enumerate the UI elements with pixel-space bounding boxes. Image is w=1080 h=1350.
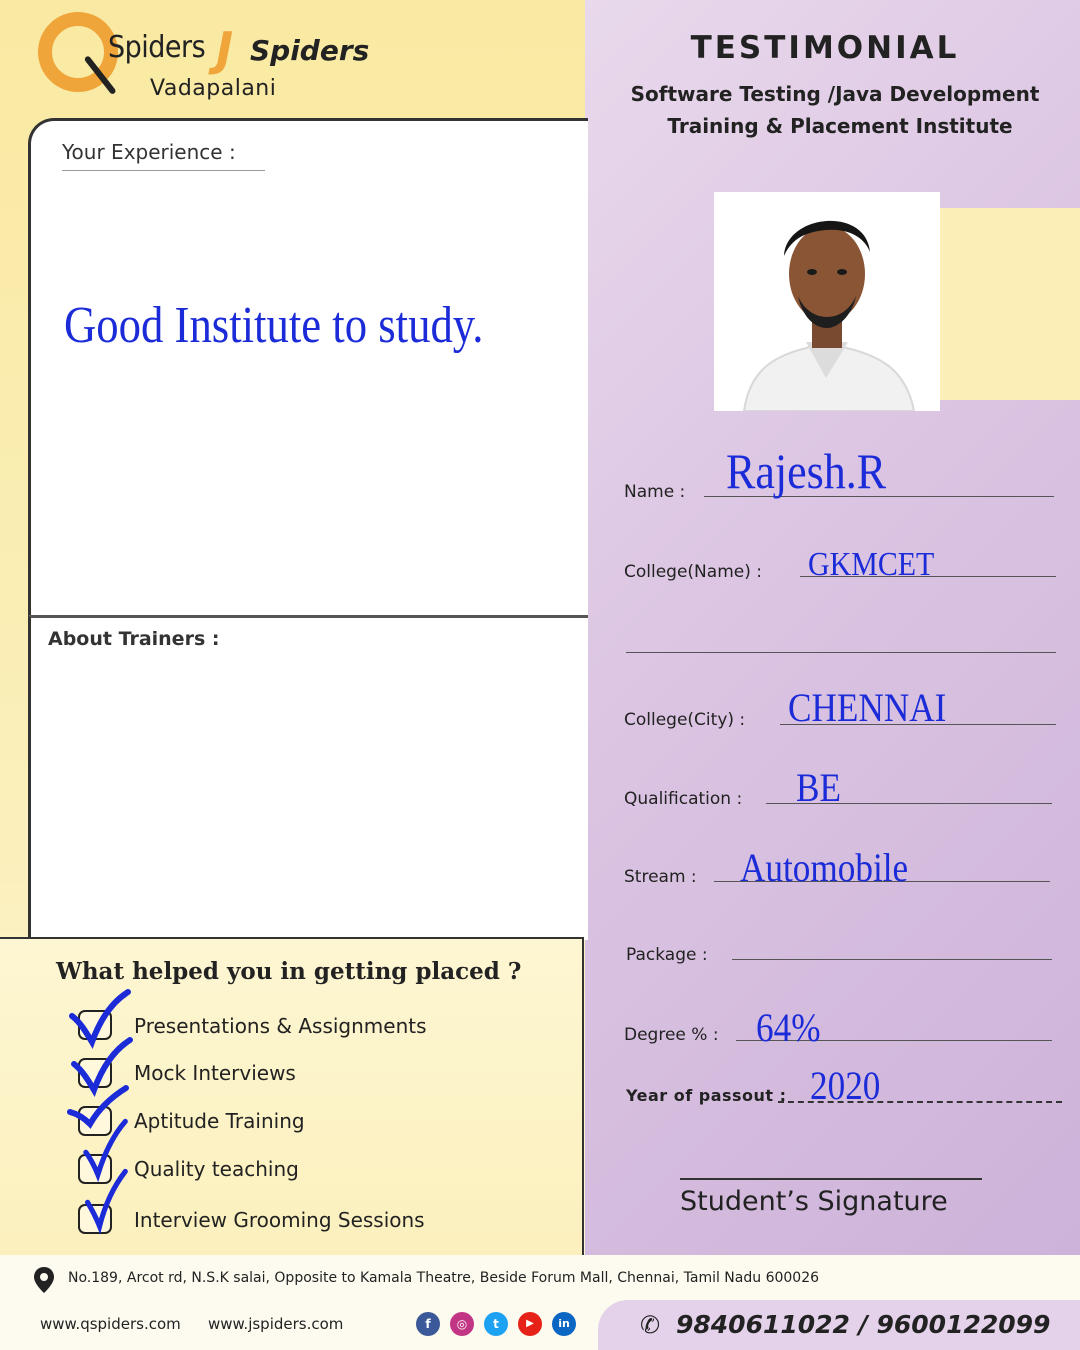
subtitle-line1: Software Testing /Java Development bbox=[630, 82, 1040, 106]
item-quality-teaching: Quality teaching bbox=[134, 1157, 299, 1181]
website-qspiders-link[interactable]: www.qspiders.com bbox=[40, 1315, 181, 1333]
stream-label: Stream : bbox=[624, 867, 697, 887]
college-name-label: College(Name) : bbox=[624, 562, 762, 582]
photo-accent-strip bbox=[940, 208, 1080, 400]
name-value: Rajesh.R bbox=[726, 443, 887, 499]
qualification-label: Qualification : bbox=[624, 789, 743, 809]
facebook-icon[interactable]: f bbox=[416, 1312, 440, 1336]
website-jspiders-link[interactable]: www.jspiders.com bbox=[208, 1315, 344, 1333]
college-city-value: CHENNAI bbox=[788, 685, 947, 730]
qualification-value: BE bbox=[796, 765, 841, 810]
footer-address: No.189, Arcot rd, N.S.K salai, Opposite to Kamala Theatre, Beside Forum Mall, Chennai, Tamil Nadu 600026 bbox=[68, 1270, 820, 1286]
branch-location: Vadapalani bbox=[150, 76, 277, 101]
year-label: Year of passout : bbox=[626, 1086, 787, 1105]
item-grooming: Interview Grooming Sessions bbox=[134, 1208, 425, 1232]
student-photo-illustration bbox=[714, 192, 940, 411]
youtube-icon[interactable]: ▶ bbox=[518, 1312, 542, 1336]
phone-numbers[interactable]: 9840611022 / 9600122099 bbox=[676, 1310, 1051, 1339]
experience-label: Your Experience : bbox=[62, 140, 236, 164]
item-mock-interviews: Mock Interviews bbox=[134, 1061, 296, 1085]
phone-icon: ✆ bbox=[640, 1311, 661, 1339]
trainers-panel bbox=[28, 615, 588, 940]
item-aptitude: Aptitude Training bbox=[134, 1109, 305, 1133]
jspiders-j-letter: J bbox=[216, 22, 234, 76]
linkedin-icon[interactable]: in bbox=[552, 1312, 576, 1336]
package-label: Package : bbox=[626, 945, 708, 965]
stream-value: Automobile bbox=[740, 845, 909, 890]
twitter-icon[interactable]: t bbox=[484, 1312, 508, 1336]
trainers-label: About Trainers : bbox=[48, 628, 220, 650]
name-label: Name : bbox=[624, 482, 686, 502]
experience-text: Good Institute to study. bbox=[64, 297, 484, 354]
subtitle-line2: Training & Placement Institute bbox=[667, 114, 1013, 138]
helped-title: What helped you in getting placed ? bbox=[56, 958, 522, 985]
signature-label: Student’s Signature bbox=[680, 1186, 948, 1217]
college-city-label: College(City) : bbox=[624, 710, 746, 730]
location-pin-icon bbox=[34, 1267, 54, 1293]
college-name-line2 bbox=[626, 652, 1056, 653]
degree-value: 64% bbox=[756, 1005, 821, 1050]
student-photo bbox=[714, 192, 940, 411]
jspiders-brand-text: Spiders bbox=[250, 34, 370, 67]
package-line bbox=[732, 959, 1052, 960]
item-presentations: Presentations & Assignments bbox=[134, 1014, 427, 1038]
qspiders-brand-text: Spiders bbox=[108, 30, 206, 65]
signature-line bbox=[680, 1178, 982, 1180]
degree-label: Degree % : bbox=[624, 1025, 719, 1045]
page-title: TESTIMONIAL bbox=[690, 30, 960, 66]
experience-panel bbox=[28, 118, 588, 618]
college-name-value: GKMCET bbox=[808, 546, 935, 583]
experience-label-underline bbox=[62, 170, 265, 171]
year-value: 2020 bbox=[810, 1063, 881, 1108]
instagram-icon[interactable]: ◎ bbox=[450, 1312, 474, 1336]
